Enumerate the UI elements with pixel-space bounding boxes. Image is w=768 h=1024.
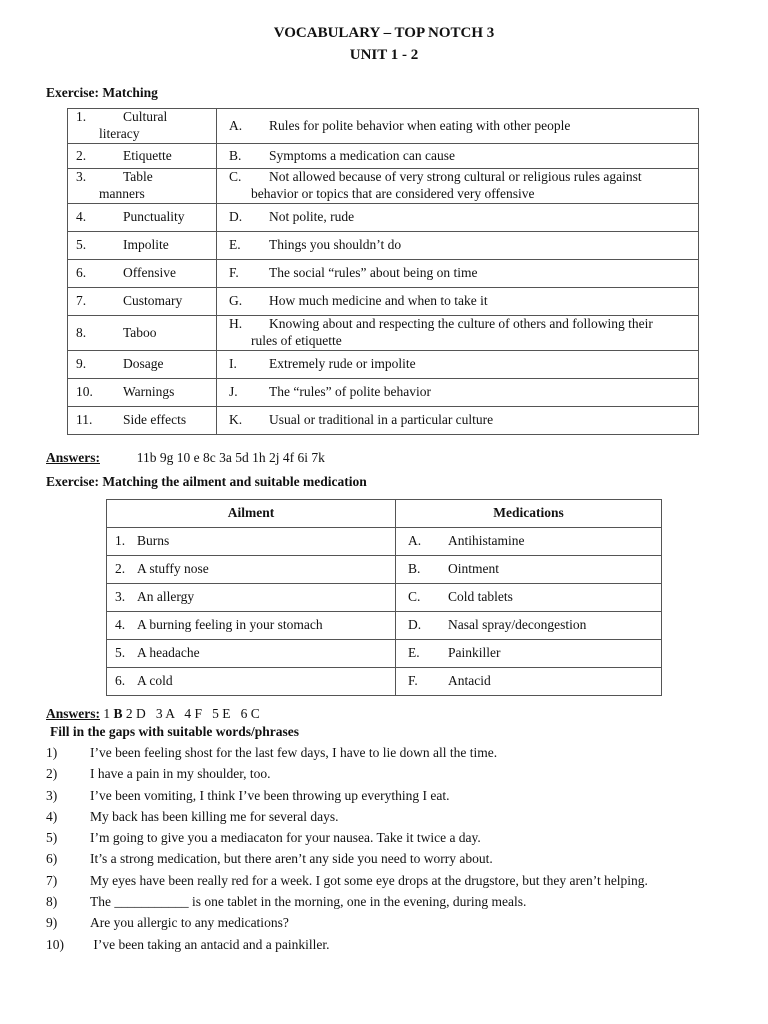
definition-text: The “rules” of polite behavior [269,384,431,400]
table-row [107,668,662,696]
list-item [46,894,746,915]
item-number: 7) [46,872,58,888]
term-text: Etiquette [123,147,172,163]
ailment-number: 6. [115,673,126,689]
table-row [68,232,699,260]
exercise2-heading: Exercise: Matching the ailment and suitable medication [46,474,367,489]
term-text: Punctuality [123,209,185,225]
medication-text: Cold tablets [448,589,513,605]
definition-text: Not polite, rude [269,209,355,225]
item-number: 8) [46,894,58,910]
item-number: 10) [46,936,64,952]
medication-text: Nasal spray/decongestion [448,617,587,633]
definition-cell [217,316,699,351]
answers-label: Answers: [46,706,100,721]
definition-letter: K. [229,412,243,428]
ailment-text: An allergy [137,589,195,605]
list-item [46,851,746,872]
term-number: 8. [76,324,87,340]
medication-letter: F. [408,673,418,689]
medication-cell [396,584,662,612]
definition-text-continued: rules of etiquette [251,333,342,348]
table-row [107,556,662,584]
exercise2-answers [46,706,260,723]
table-row [68,379,699,407]
item-text: The ___________ is one tablet in the morning, one in the evening, during meals. [90,894,527,910]
definition-cell [217,144,699,169]
medication-letter: B. [408,561,421,577]
answers-text: 11b 9g 10 e 8c 3a 5d 1h 2j 4f 6i 7k [136,450,325,465]
term-text: Taboo [123,324,157,340]
list-item [46,937,746,958]
definition-text: Usual or traditional in a particular culture [269,412,494,428]
ailment-cell [107,640,396,668]
definition-letter: J. [229,384,238,400]
definition-text: Rules for polite behavior when eating with other people [269,117,571,133]
medication-cell [396,556,662,584]
item-text: I’ve been taking an antacid and a painkiller. [90,936,330,952]
term-number: 4. [76,209,87,225]
answers-text-b: B [113,706,123,721]
medication-text: Painkiller [448,645,501,661]
ailment-column-header: Ailment [107,500,396,528]
term-cell [68,407,217,435]
exercise3-heading: Fill in the gaps with suitable words/phrases [50,724,300,739]
definition-letter: E. [229,237,241,253]
document-title: VOCABULARY – TOP NOTCH 3 [273,25,495,41]
term-text: Dosage [123,356,164,372]
definition-text: Not allowed because of very strong cultural or religious rules against [269,169,642,185]
item-number: 5) [46,830,58,846]
exercise1-heading: Exercise: Matching [46,85,158,100]
item-text: My back has been killing me for several days. [90,808,339,824]
definition-letter: H. [229,316,243,332]
table-row [68,288,699,316]
medications-column-header: Medications [396,500,662,528]
list-item [46,788,746,809]
item-text: I’ve been vomiting, I think I’ve been throwing up everything I eat. [90,787,450,803]
term-cell [68,232,217,260]
medication-text: Ointment [448,561,499,577]
definition-letter: F. [229,265,239,281]
term-cell [68,288,217,316]
table-row [107,528,662,556]
fill-gaps-list [46,745,746,958]
term-cell [68,144,217,169]
term-cell [68,109,217,144]
matching-table [67,108,699,435]
list-item [46,873,746,894]
definition-cell [217,379,699,407]
item-number: 6) [46,851,58,867]
medication-letter: E. [408,645,420,661]
ailment-number: 4. [115,617,126,633]
table-row [107,640,662,668]
definition-letter: B. [229,147,242,163]
item-number: 1) [46,745,58,760]
item-text: My eyes have been really red for a week. I got some eye drops at the drugstore, but they aren’t helping. [90,872,648,888]
ailment-cell [107,556,396,584]
term-number: 10. [76,384,93,400]
table-row [68,204,699,232]
term-text: Side effects [123,412,187,428]
exercise1-answers [46,450,325,467]
document-subtitle: UNIT 1 - 2 [349,47,419,63]
answers-label: Answers: [46,450,100,465]
table-row [68,109,699,144]
definition-letter: D. [229,209,243,225]
definition-text: Things you shouldn’t do [269,237,402,253]
definition-cell [217,260,699,288]
ailment-text: A burning feeling in your stomach [137,617,323,633]
term-cell [68,204,217,232]
ailment-number: 1. [115,533,126,549]
term-number: 3. [76,169,87,185]
table-row [107,584,662,612]
definition-text-continued: behavior or topics that are considered very offensive [251,186,535,201]
ailment-text: A cold [137,673,173,689]
term-text-continued: literacy [99,126,140,141]
term-cell [68,169,217,204]
medication-letter: C. [408,589,421,605]
definition-cell [217,232,699,260]
table-row [68,260,699,288]
definition-letter: A. [229,117,243,133]
item-text: I’m going to give you a mediacaton for your nausea. Take it twice a day. [90,830,481,846]
item-number: 9) [46,915,58,931]
medication-cell [396,528,662,556]
table-row [68,407,699,435]
ailment-table [106,499,662,696]
term-number: 9. [76,356,87,372]
definition-text: Extremely rude or impolite [269,356,416,372]
definition-text: Knowing about and respecting the culture of others and following their [269,316,653,332]
definition-cell [217,407,699,435]
medication-letter: A. [408,533,422,549]
answers-text-rest: 2 D 3 A 4 F 5 E 6 C [125,706,260,721]
medication-cell [396,668,662,696]
medication-text: Antihistamine [448,533,525,549]
item-text: Are you allergic to any medications? [90,915,289,931]
ailment-cell [107,612,396,640]
table-row [68,351,699,379]
definition-cell [217,351,699,379]
list-item [46,915,746,936]
item-number: 2) [46,766,58,782]
term-number: 7. [76,293,87,309]
definition-text: Symptoms a medication can cause [269,147,455,163]
medication-cell [396,640,662,668]
item-text: I’ve been feeling shost for the last few days, I have to lie down all the time. [90,745,498,760]
table-row [68,169,699,204]
term-number: 2. [76,147,87,163]
ailment-cell [107,528,396,556]
ailment-text: A headache [137,645,200,661]
list-item [46,745,746,766]
term-text: Cultural [123,109,168,125]
medication-letter: D. [408,617,422,633]
term-text: Table [123,169,153,185]
ailment-cell [107,584,396,612]
item-number: 3) [46,787,58,803]
term-text: Customary [123,293,183,309]
definition-cell [217,288,699,316]
ailment-number: 3. [115,589,126,605]
definition-cell [217,204,699,232]
definition-cell [217,109,699,144]
item-text: I have a pain in my shoulder, too. [90,766,271,782]
ailment-number: 5. [115,645,126,661]
term-number: 1. [76,109,87,125]
term-number: 6. [76,265,87,281]
table-row [68,316,699,351]
ailment-text: Burns [137,533,170,549]
term-text: Warnings [123,384,175,400]
item-number: 4) [46,808,58,824]
term-number: 5. [76,237,87,253]
term-cell [68,260,217,288]
definition-letter: C. [229,169,242,185]
term-text: Offensive [123,265,176,281]
term-cell [68,351,217,379]
medication-text: Antacid [448,673,491,689]
item-text: It’s a strong medication, but there aren’t any side you need to worry about. [90,851,493,867]
definition-letter: G. [229,293,243,309]
term-text: Impolite [123,237,169,253]
list-item [46,830,746,851]
definition-text: How much medicine and when to take it [269,293,488,309]
list-item [46,809,746,830]
ailment-text: A stuffy nose [137,561,209,577]
term-text-continued: manners [99,186,145,201]
term-number: 11. [76,412,93,428]
term-cell [68,316,217,351]
definition-letter: I. [229,356,237,372]
medication-cell [396,612,662,640]
table-row [68,144,699,169]
definition-text: The social “rules” about being on time [269,265,478,281]
definition-cell [217,169,699,204]
ailment-cell [107,668,396,696]
table-row [107,612,662,640]
ailment-number: 2. [115,561,126,577]
answers-text-1: 1 [103,706,111,721]
term-cell [68,379,217,407]
list-item [46,766,746,787]
